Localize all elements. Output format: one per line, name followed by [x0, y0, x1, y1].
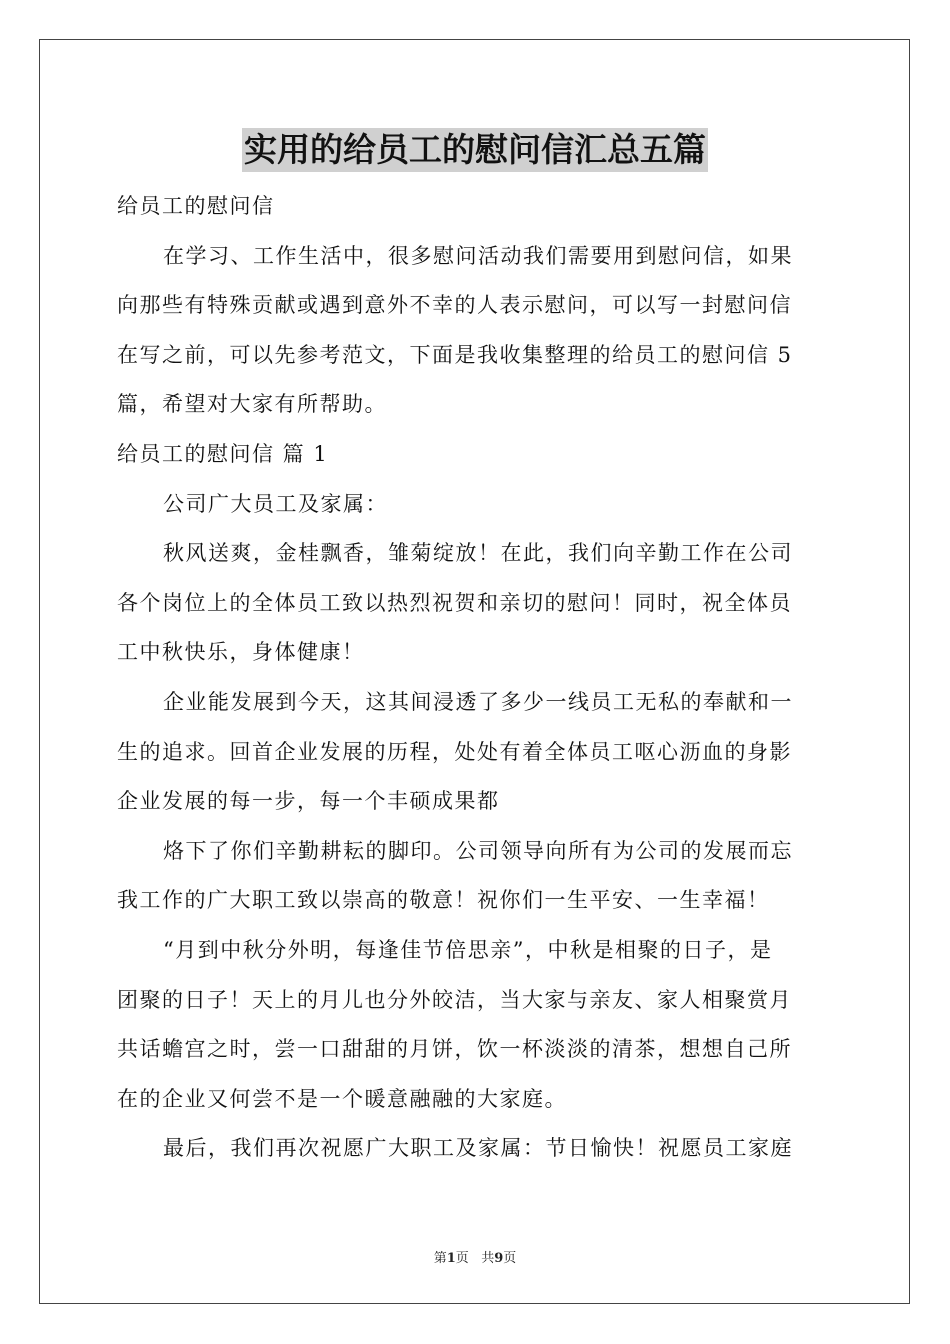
text-line: 工中秋快乐，身体健康！: [117, 640, 365, 665]
document-title: 实用的给员工的慰问信汇总五篇: [242, 128, 708, 172]
text-line: 在写之前，可以先参考范文，下面是我收集整理的给员工的慰问信 5: [117, 342, 793, 367]
text-line: 给员工的慰问信: [117, 194, 275, 218]
text-line: 最后，我们再次祝愿广大职工及家属：节日愉快！祝愿员工家庭: [163, 1136, 793, 1161]
text-line: “月到中秋分外明，每逢佳节倍思亲”，中秋是相聚的日子，是: [163, 937, 773, 962]
title-container: [0, 128, 950, 172]
text-line: 公司广大员工及家属：: [163, 491, 388, 516]
text-line: 在的企业又何尝不是一个暖意融融的大家庭。: [117, 1086, 567, 1111]
footer-total-suffix: 页: [503, 1251, 517, 1266]
text-line: 向那些有特殊贡献或遇到意外不幸的人表示慰问，可以写一封慰问信: [117, 293, 792, 318]
text-line: 给员工的慰问信 篇 1: [117, 441, 329, 466]
text-line: 篇，希望对大家有所帮助。: [117, 392, 387, 417]
text-line: 秋风送爽，金桂飘香，雏菊绽放！在此，我们向辛勤工作在公司: [163, 541, 793, 566]
page-footer: [0, 1247, 950, 1266]
document-body: [117, 182, 833, 1174]
text-line: 企业能发展到今天，这其间浸透了多少一线员工无私的奉献和一: [163, 689, 793, 714]
text-line: 在学习、工作生活中，很多慰问活动我们需要用到慰问信，如果: [163, 243, 793, 268]
footer-page-prefix: 第: [433, 1251, 447, 1266]
footer-total-prefix: 共: [481, 1251, 495, 1266]
text-line: 共话蟾宫之时，尝一口甜甜的月饼，饮一杯淡淡的清茶，想想自己所: [117, 1037, 792, 1062]
text-line: 团聚的日子！天上的月儿也分外皎洁，当大家与亲友、家人相聚赏月: [117, 987, 792, 1012]
footer-page-suffix: 页: [455, 1251, 469, 1266]
text-line: 生的追求。回首企业发展的历程，处处有着全体员工呕心沥血的身影: [117, 739, 792, 764]
footer-page-number: 1: [446, 1251, 456, 1266]
text-line: 企业发展的每一步，每一个丰硕成果都: [117, 789, 500, 814]
footer-total-pages: 9: [494, 1251, 504, 1266]
text-line: 我工作的广大职工致以崇高的敬意！祝你们一生平安、一生幸福！: [117, 888, 770, 913]
text-line: 烙下了你们辛勤耕耘的脚印。公司领导向所有为公司的发展而忘: [163, 838, 793, 863]
text-line: 各个岗位上的全体员工致以热烈祝贺和亲切的慰问！同时，祝全体员: [117, 590, 792, 615]
